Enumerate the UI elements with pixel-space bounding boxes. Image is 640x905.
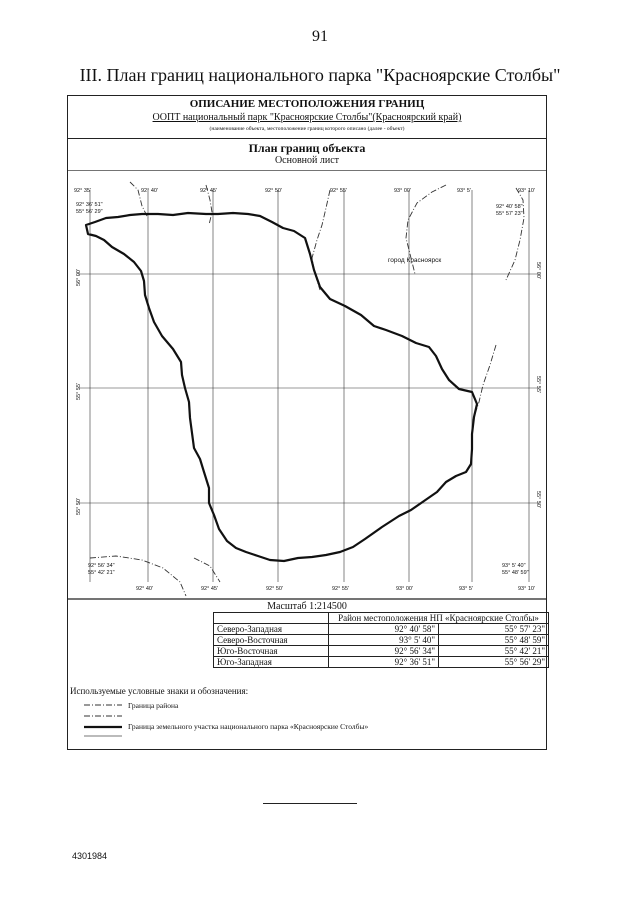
description-title: ОПИСАНИЕ МЕСТОПОЛОЖЕНИЯ ГРАНИЦ bbox=[189, 98, 425, 110]
se-corner-latitude: 55° 48' 59" bbox=[502, 570, 529, 576]
left-latitude-label: 56° 00' bbox=[76, 268, 82, 286]
point-longitude: 92° 56' 34" bbox=[329, 646, 439, 657]
ne-corner-latitude: 55° 57' 23" bbox=[496, 211, 523, 217]
top-longitude-label: 92° 35' bbox=[74, 188, 92, 194]
table-header-empty bbox=[214, 613, 329, 624]
legend-item-park: Граница земельного участка национального парка «Красноярские Столбы» bbox=[128, 722, 369, 731]
coordinates-table bbox=[213, 612, 549, 668]
top-longitude-label: 93° 5' bbox=[457, 188, 471, 194]
top-longitude-label: 93° 00' bbox=[394, 188, 412, 194]
park-boundary bbox=[86, 213, 477, 561]
bottom-longitude-label: 93° 10' bbox=[518, 586, 536, 592]
point-longitude: 92° 36' 51" bbox=[329, 657, 439, 668]
district-boundary bbox=[194, 558, 220, 582]
bottom-longitude-label: 92° 50' bbox=[266, 586, 284, 592]
legend-item-district: Граница района bbox=[128, 701, 179, 710]
nw-corner-longitude: 92° 36' 51" bbox=[76, 202, 103, 208]
section-title: III. План границ национального парка "Красноярские Столбы" bbox=[79, 65, 561, 85]
point-name: Северо-Восточная bbox=[214, 635, 329, 646]
sw-corner-longitude: 92° 56' 34" bbox=[88, 563, 115, 569]
point-name: Северо-Западная bbox=[214, 624, 329, 635]
scale-label: Масштаб 1:214500 bbox=[267, 601, 347, 612]
bottom-longitude-label: 92° 45' bbox=[201, 586, 219, 592]
left-latitude-label: 55° 55' bbox=[76, 382, 82, 400]
district-boundary bbox=[506, 188, 524, 280]
object-name: ООПТ национальный парк "Красноярские Столбы"(Красноярский край) bbox=[152, 112, 462, 123]
table-row bbox=[214, 624, 549, 635]
legend-title: Используемые условные знаки и обозначения: bbox=[70, 686, 249, 696]
legend-symbols bbox=[84, 700, 124, 740]
point-latitude: 55° 42' 21" bbox=[439, 646, 549, 657]
bottom-longitude-label: 93° 5' bbox=[459, 586, 473, 592]
right-latitude-label: 55° 50' bbox=[535, 491, 541, 509]
point-latitude: 55° 48' 59" bbox=[439, 635, 549, 646]
page-number: 91 bbox=[312, 28, 328, 45]
table-row bbox=[214, 646, 549, 657]
right-latitude-label: 56° 00' bbox=[535, 262, 541, 280]
plan-subtitle: Основной лист bbox=[274, 155, 340, 166]
point-name: Юго-Восточная bbox=[214, 646, 329, 657]
point-longitude: 92° 40' 58" bbox=[329, 624, 439, 635]
footer-rule bbox=[263, 803, 357, 804]
object-caption: (наименование объекта, местоположение границ которого описано (далее - объект) bbox=[209, 126, 405, 132]
point-longitude: 93° 5' 40" bbox=[329, 635, 439, 646]
table-row bbox=[214, 657, 549, 668]
boundary-map bbox=[68, 170, 546, 600]
bottom-longitude-label: 92° 55' bbox=[332, 586, 350, 592]
point-latitude: 55° 56' 29" bbox=[439, 657, 549, 668]
top-longitude-label: 93° 10' bbox=[518, 188, 536, 194]
top-longitude-label: 92° 45' bbox=[200, 188, 218, 194]
nw-corner-latitude: 55° 56' 29" bbox=[76, 209, 103, 215]
top-longitude-label: 92° 50' bbox=[265, 188, 283, 194]
sw-corner-latitude: 55° 42' 21" bbox=[88, 570, 115, 576]
plan-title: План границ объекта bbox=[248, 141, 366, 155]
top-longitude-label: 92° 55' bbox=[330, 188, 348, 194]
table-row bbox=[214, 635, 549, 646]
point-name: Юго-Западная bbox=[214, 657, 329, 668]
se-corner-longitude: 93° 5' 40" bbox=[502, 563, 526, 569]
table-header: Район местоположения НП «Красноярские Столбы» bbox=[329, 613, 549, 624]
document-code: 4301984 bbox=[72, 851, 108, 861]
ne-corner-longitude: 92° 40' 58" bbox=[496, 204, 523, 210]
city-label: город Красноярск bbox=[388, 257, 442, 264]
table-header-row bbox=[214, 613, 549, 624]
point-latitude: 55° 57' 23" bbox=[439, 624, 549, 635]
bottom-longitude-label: 93° 00' bbox=[396, 586, 414, 592]
bottom-longitude-label: 92° 40' bbox=[136, 586, 154, 592]
top-longitude-label: 92° 40' bbox=[141, 188, 159, 194]
right-latitude-label: 55° 55' bbox=[535, 376, 541, 394]
left-latitude-label: 55° 50' bbox=[76, 497, 82, 515]
